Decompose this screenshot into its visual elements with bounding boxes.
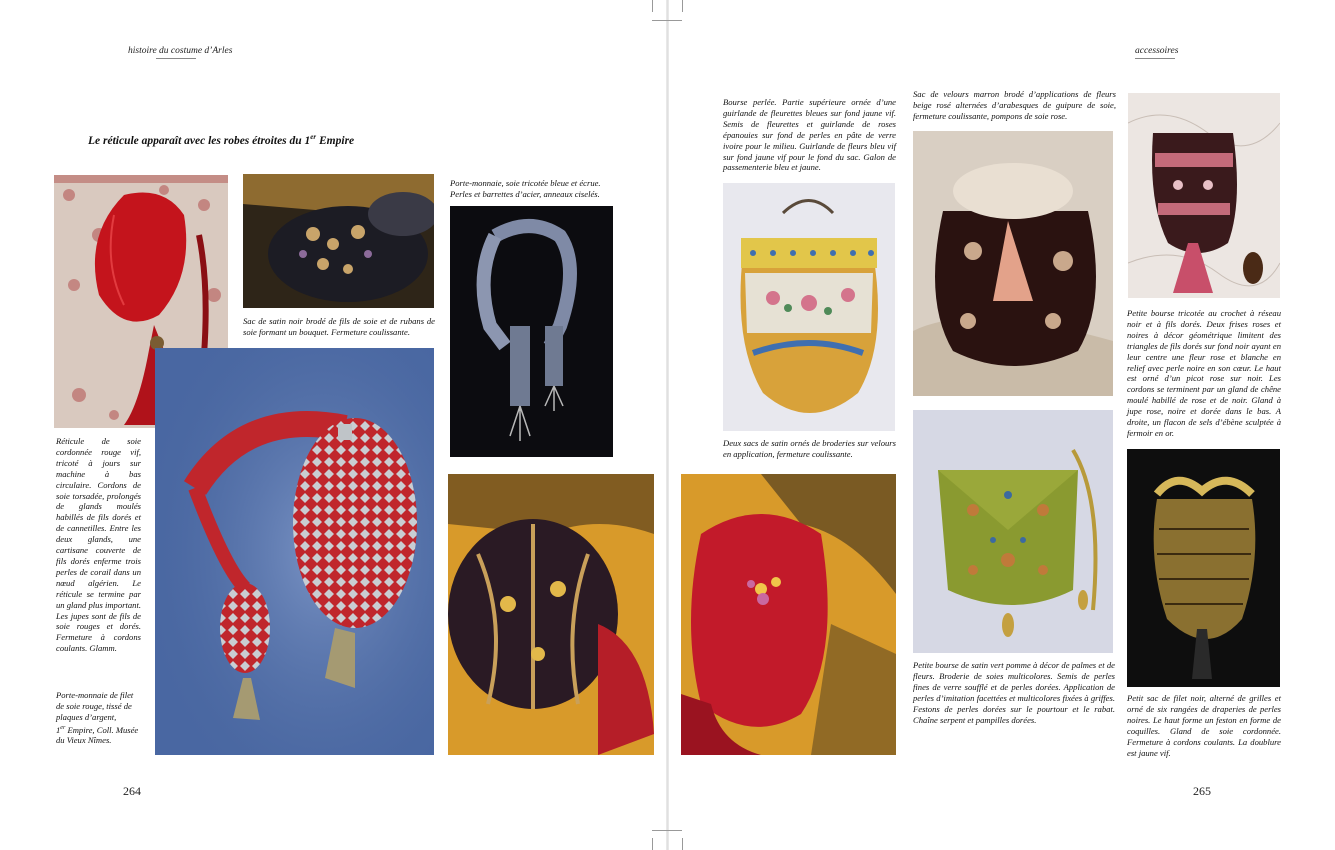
caption-beaded-bag: Bourse perlée. Partie supérieure ornée d’une guirlande de fleurettes bleues sur fond jaune vif. Semis de fleurettes et guirlande de roses épanouies sur fond de perles en pâte de verre ivoire pour le milieu. Guirlande de fleurs bleu vif sur fond jaune vif pour le fond du sac. Galon de passementerie bleu et jaune. (723, 97, 896, 173)
photo-green-purse (913, 410, 1113, 653)
caption-satin-bag: Sac de satin noir brodé de fils de soie et de rubans de soie formant un bouquet. Fermeture coulissante. (243, 316, 435, 337)
running-head-right: accessoires (1135, 46, 1178, 59)
caption-crochet-purse: Petite bourse tricotée au crochet à réseau noir et à fils dorés. Deux frises roses et noires à décor géométrique limitent des triangles de fils dorés sur fond noir ayant en leur centre une fleur rose et blanche en relief avec perle noire en son cœur. Le haut est orné d’un picot rose sur noir. Les cordons se terminent par un gland de chêne moulé habillé de rose et de noir. Gland à jupe rose, noire et dorée dans le bas. A droite, un flacon de sels d’ébène sculptée à fermoir en or. (1127, 308, 1281, 438)
book-gutter (666, 0, 669, 850)
photo-satin-bag (243, 174, 434, 308)
caption-knit-purse: Porte-monnaie, soie tricotée bleue et écrue. Perles et barrettes d’acier, anneaux ciselés. (450, 178, 601, 199)
photo-knit-purse (450, 206, 613, 457)
page-number-left: 264 (123, 784, 141, 798)
crop-mark (652, 0, 653, 12)
crop-mark (652, 20, 682, 21)
photo-beaded-bag (723, 183, 895, 431)
photo-net-purse (155, 348, 434, 755)
running-head-left: histoire du costume d’Arles (128, 46, 232, 59)
crop-mark (652, 838, 653, 850)
photo-two-bags-right (681, 474, 896, 755)
caption-net-purse: Porte-monnaie de filet de soie rouge, tissé de plaques d’argent, 1er Empire, Coll. Musée du Vieux Nîmes. (56, 690, 139, 746)
section-heading: Le réticule apparaît avec les robes étroites du 1er Empire (88, 133, 355, 147)
caption-reticule: Réticule de soie cordonnée rouge vif, tricoté à jours sur machine à bas circulaire. Cordons de soie torsadée, prolongés de glands moulés habillés de fils dorés et de cannetilles. Entre les deux glands, une cartisane couverte de fils dorés enferme trois perles de corail dans un nœud algérien. Le réticule se termine par un gland plus important. Les jupes sont de fils de soie rouges et dorés. Fermeture à cordons coulants. Glamm. (56, 436, 141, 654)
photo-velvet-bag (913, 131, 1113, 396)
crop-mark (652, 830, 682, 831)
photo-net-bag (1127, 449, 1280, 687)
photo-two-bags-left (448, 474, 654, 755)
crop-mark (682, 0, 683, 12)
caption-net-bag: Petit sac de filet noir, alterné de grilles et orné de six rangées de draperies de perles noires. Le haut forme un feston en forme de coquilles. Gland de soie cordonnée. Fermeture à cordons coulants. La doublure est jaune vif. (1127, 693, 1281, 758)
crop-mark (682, 838, 683, 850)
page-number-right: 265 (1193, 784, 1211, 798)
caption-velvet-bag: Sac de velours marron brodé d’applications de fleurs beige rosé alternées d’arabesques de guipure de soie, fermeture coulissante, pompons de soie rose. (913, 89, 1116, 121)
caption-green-purse: Petite bourse de satin vert pomme à décor de palmes et de fleurs. Broderie de soies multicolores. Semis de perles fines de verre soufflé et de perles dorées. Application de perles d’imitation facettées et multicolores fixées à griffes. Festons de perles dorées sur le pourtour et le rabat. Chaîne serpent et pampilles dorées. (913, 660, 1115, 725)
photo-crochet-purse (1128, 93, 1280, 298)
caption-two-bags: Deux sacs de satin ornés de broderies sur velours en application, fermeture coulissante. (723, 438, 896, 459)
